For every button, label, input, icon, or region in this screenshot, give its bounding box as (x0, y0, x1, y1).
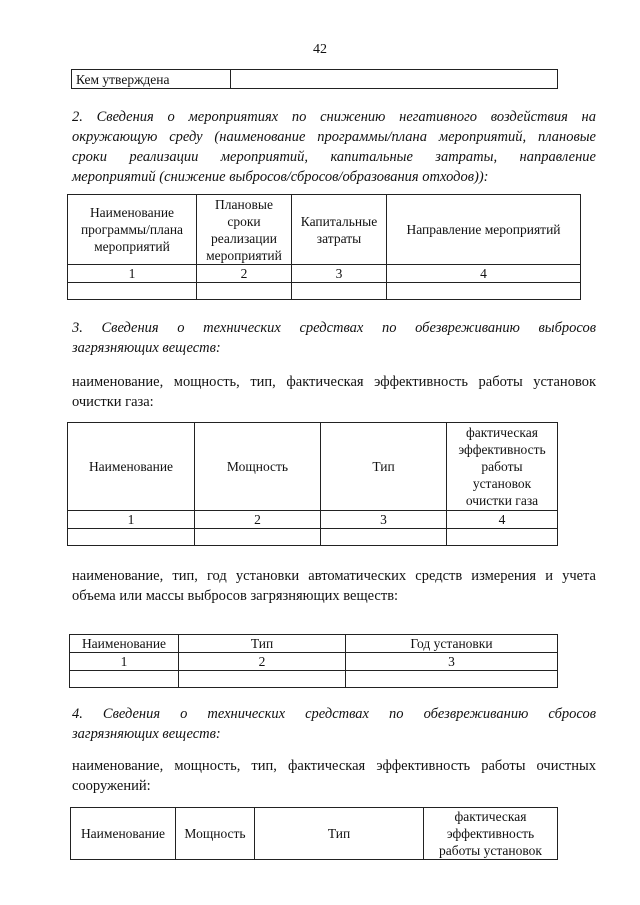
section-3-heading (72, 318, 596, 358)
section-3-sub-2-line-2: объема или массы выбросов загрязняющих веществ: (72, 588, 399, 604)
section-2-heading (72, 107, 596, 187)
devices-header-type: Тип (179, 635, 346, 653)
section-4-line-1: 4. Сведения о технических средствах по обезвреживанию сбросов (72, 706, 596, 722)
measures-header-costs: Капитальные затраты (292, 195, 387, 265)
approved-by-table (71, 69, 558, 89)
measures-header-deadline: Плановые сроки реализации мероприятий (197, 195, 292, 265)
wastewater-header-efficiency: фактическая эффективность работы установок (424, 808, 558, 860)
page-number: 42 (313, 42, 327, 57)
gas-empty-cell (195, 529, 321, 546)
devices-header-year: Год установки (346, 635, 558, 653)
approved-by-label: Кем утверждена (72, 70, 231, 89)
measures-empty-cell (387, 283, 581, 300)
gas-header-name: Наименование (68, 423, 195, 511)
section-3-sub-2-line-1: наименование, тип, год установки автоматических средств измерения и учета (72, 568, 596, 584)
wastewater-table (70, 807, 558, 860)
measures-col-num-3: 3 (292, 265, 387, 283)
gas-col-num-1: 1 (68, 511, 195, 529)
section-2-line-1: 2. Сведения о мероприятиях по снижению негативного воздействия на (72, 109, 596, 125)
gas-empty-cell (447, 529, 558, 546)
gas-cleaning-table (67, 422, 558, 546)
section-3-sub-1-line-2: очистки газа: (72, 394, 154, 410)
gas-header-capacity: Мощность (195, 423, 321, 511)
section-2-line-4: мероприятий (снижение выбросов/сбросов/образования отходов)): (72, 169, 489, 185)
section-4-heading (72, 704, 596, 744)
gas-header-efficiency: фактическая эффективность работы установок очистки газа (447, 423, 558, 511)
wastewater-header-name: Наименование (71, 808, 176, 860)
gas-empty-cell (68, 529, 195, 546)
devices-col-num-2: 2 (179, 653, 346, 671)
measures-table (67, 194, 581, 300)
devices-header-name: Наименование (70, 635, 179, 653)
gas-col-num-2: 2 (195, 511, 321, 529)
measures-empty-cell (68, 283, 197, 300)
section-3-line-2: загрязняющих веществ: (72, 340, 221, 356)
devices-empty-cell (179, 671, 346, 688)
wastewater-header-type: Тип (255, 808, 424, 860)
section-4-line-2: загрязняющих веществ: (72, 726, 221, 742)
gas-col-num-4: 4 (447, 511, 558, 529)
measurement-devices-table (69, 634, 558, 688)
gas-col-num-3: 3 (321, 511, 447, 529)
section-3-sub-2 (72, 566, 596, 606)
measures-empty-cell (292, 283, 387, 300)
wastewater-header-capacity: Мощность (176, 808, 255, 860)
approved-by-value (231, 70, 558, 89)
section-4-sub-1-line-1: наименование, мощность, тип, фактическая эффективность работы очистных (72, 758, 596, 774)
measures-col-num-1: 1 (68, 265, 197, 283)
measures-header-direction: Направление мероприятий (387, 195, 581, 265)
devices-empty-cell (346, 671, 558, 688)
gas-empty-cell (321, 529, 447, 546)
section-4-sub-1-line-2: сооружений: (72, 778, 151, 794)
measures-col-num-4: 4 (387, 265, 581, 283)
devices-col-num-1: 1 (70, 653, 179, 671)
devices-empty-cell (70, 671, 179, 688)
gas-header-type: Тип (321, 423, 447, 511)
measures-empty-cell (197, 283, 292, 300)
section-3-line-1: 3. Сведения о технических средствах по обезвреживанию выбросов (72, 320, 596, 336)
section-4-sub-1 (72, 756, 596, 796)
section-3-sub-1-line-1: наименование, мощность, тип, фактическая эффективность работы установок (72, 374, 596, 390)
section-2-line-2: окружающую среду (наименование программы/плана мероприятий, плановые (72, 129, 596, 145)
section-2-line-3: сроки реализации мероприятий, капитальные затраты, направление (72, 149, 596, 165)
measures-col-num-2: 2 (197, 265, 292, 283)
measures-header-name: Наименование программы/плана мероприятий (68, 195, 197, 265)
devices-col-num-3: 3 (346, 653, 558, 671)
section-3-sub-1 (72, 372, 596, 412)
